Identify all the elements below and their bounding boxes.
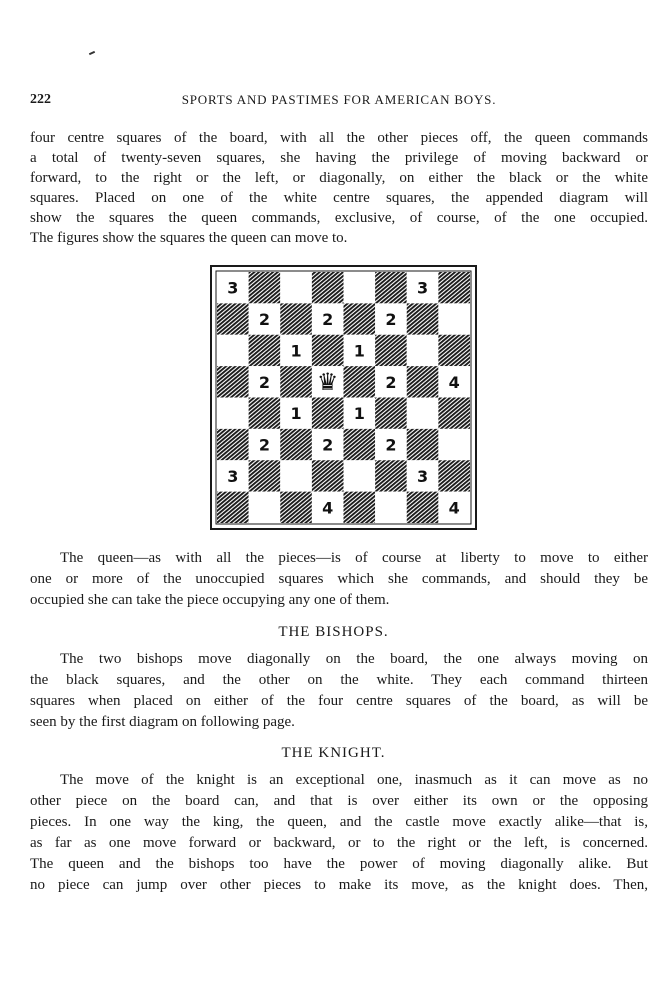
move-count-label: 2 [385,372,397,392]
dark-square [407,429,439,460]
section-heading-bishops: THE BISHOPS. [278,624,389,640]
page-number: 222 [30,92,51,107]
light-square [407,335,439,366]
dark-square [312,335,344,366]
dark-square [344,303,376,334]
text-line: The queen and the bishops too have the power of moving diagonally alike. But [30,856,648,872]
text-line: pieces. In one way the king, the queen, and the castle move exactly alike—that is, [30,814,648,830]
move-count-label: 2 [258,310,271,330]
dark-square [280,303,312,334]
dark-square [217,303,249,334]
dark-square [280,429,312,460]
move-count-label: 4 [448,498,460,518]
dark-square [249,335,281,366]
dark-square [375,335,407,366]
light-square [217,335,249,366]
text-line: no piece can jump over other pieces to make its move, as the knight does. Then, [30,877,648,893]
dark-square [438,460,470,491]
text-line: seen by the first diagram on following page. [30,714,295,730]
page-header [30,92,648,110]
text-line: The queen—as with all the pieces—is of course at liberty to move to either [60,550,648,566]
move-count-label: 4 [448,372,460,392]
dark-square [312,272,344,303]
light-square [280,272,312,303]
move-count-label: 2 [258,435,271,455]
dark-square [407,366,439,397]
dark-square [438,398,470,429]
queen-icon: ♛ [316,367,339,396]
move-count-label: 2 [385,435,397,455]
move-count-label: 3 [227,466,239,486]
light-square [375,492,407,523]
move-count-label: 1 [353,404,365,424]
move-count-label: 2 [322,310,334,330]
move-count-label: 4 [322,498,334,518]
dark-square [249,272,281,303]
move-count-label: 3 [227,278,239,298]
dark-square [344,366,376,397]
text-line: The two bishops move diagonally on the board, the one always moving on [60,651,648,667]
text-line: occupied she can take the piece occupying any one of them. [30,592,390,608]
text-line: other piece on the board can, and that is over either its own or the opposing [30,793,648,809]
move-count-label: 2 [385,310,397,330]
text-line: forward, to the right or the left, or diagonally, on either the black or the white [30,170,648,186]
light-square [407,398,439,429]
dark-square [344,429,376,460]
text-line: four centre squares of the board, with all the other pieces off, the queen commands [30,130,648,146]
text-line: The move of the knight is an exceptional one, inasmuch as it can move as no [60,772,648,788]
queen-moves-diagram [210,265,477,530]
dark-square [375,460,407,491]
light-square [217,398,249,429]
move-count-label: 1 [290,341,302,361]
chessboard [210,265,477,530]
text-line: squares when placed on either of the four centre squares of the board, as will be [30,693,648,709]
dark-square [407,492,439,523]
text-line: a total of twenty-seven squares, she having the privilege of moving backward or [30,150,648,166]
dark-square [217,366,249,397]
dark-square [280,366,312,397]
dark-square [249,460,281,491]
dark-square [312,398,344,429]
ink-speck [89,51,95,55]
dark-square [280,492,312,523]
move-count-label: 3 [416,278,429,298]
dark-square [217,429,249,460]
light-square [249,492,281,523]
move-count-label: 2 [258,372,271,392]
dark-square [375,272,407,303]
board-squares [217,272,470,523]
text-line: show the squares the queen commands, exclusive, of course, of the one occupied. [30,210,648,226]
text-line: squares. Placed on one of the white centre squares, the appended diagram will [30,190,648,206]
light-square [438,429,470,460]
light-square [280,460,312,491]
dark-square [375,398,407,429]
text-line: the black squares, and the other on the white. They each command thirteen [30,672,648,688]
dark-square [407,303,439,334]
dark-square [217,492,249,523]
text-line: one or more of the unoccupied squares which she commands, and should they be [30,571,648,587]
dark-square [344,492,376,523]
light-square [344,460,376,491]
move-count-label: 3 [416,466,429,486]
text-line: as far as one move forward or backward, or to the right or the left, is concerned. [30,835,648,851]
running-head: SPORTS AND PASTIMES FOR AMERICAN BOYS. [181,92,497,107]
light-square [344,272,376,303]
dark-square [312,460,344,491]
light-square [438,303,470,334]
text-line: The figures show the squares the queen can move to. [30,230,348,246]
move-count-label: 2 [322,435,334,455]
section-heading-knight: THE KNIGHT. [281,745,386,761]
move-count-label: 1 [290,404,302,424]
dark-square [438,335,470,366]
move-count-label: 1 [353,341,365,361]
dark-square [249,398,281,429]
dark-square [438,272,470,303]
